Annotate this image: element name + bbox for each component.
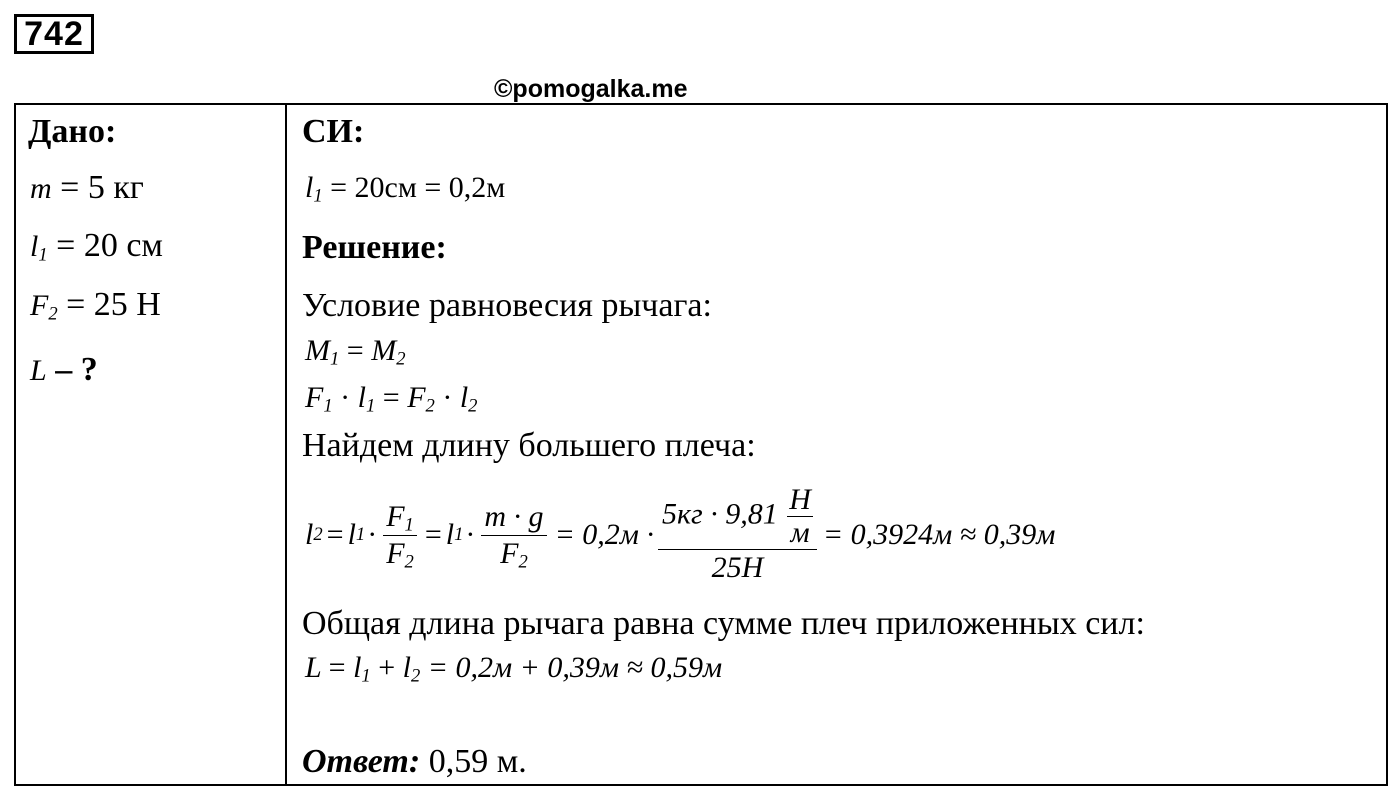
- si-conversion: $l_1 = 20см = 0,2м$: [305, 171, 506, 207]
- mass-value: = 5 кг: [60, 169, 144, 206]
- force-lever-equation: $F_1 \cdot l_1 = F_2 \cdot l_2$: [305, 381, 478, 417]
- total-text: Общая длина рычага равна сумме плеч приложенных сил:: [302, 605, 1145, 642]
- fraction-numeric: 5кг · 9,81 $\frac{Н}{м}$ 25Н: [658, 484, 817, 586]
- answer-line: [302, 742, 527, 782]
- length-value: = 20 см: [56, 227, 163, 264]
- si-header: СИ:: [302, 113, 365, 150]
- moment-equation: $M_1 = M_2$: [305, 334, 406, 370]
- answer-label: Ответ:: [302, 743, 421, 780]
- fraction-forces: $\frac{F_1}{F_2}$: [383, 499, 417, 572]
- unknown-value: – ?: [55, 351, 98, 388]
- find-text: Найдем длину большего плеча:: [302, 427, 756, 464]
- given-header: Дано:: [28, 113, 117, 150]
- watermark: ©pomogalka.me: [494, 75, 688, 103]
- force-symbol: $F_2$: [30, 289, 58, 325]
- length-symbol: $l_1$: [30, 230, 48, 266]
- answer-value: 0,59 м.: [428, 743, 527, 780]
- calculation-equation: l 2 = l 1 · $\frac{F_1}{F_2}$ = l 1 · $\frac{m \cdot g}{F_2}$ = 0,2м · 5кг · 9,81 $\frac{Н}{м}$ 25Н = 0,3924м ≈ 0,39м: [305, 483, 1056, 584]
- total-equation: $L = l_1 + l_2 = 0,2м + 0,39м \approx 0,59м$: [305, 651, 723, 687]
- given-mass: [30, 168, 144, 208]
- unknown-symbol: L: [30, 354, 47, 387]
- fraction-weight: $\frac{m \cdot g}{F_2}$: [481, 499, 546, 572]
- given-length: [30, 226, 163, 266]
- problem-number: 742: [14, 14, 94, 54]
- mass-symbol: m: [30, 172, 52, 205]
- given-unknown: [30, 350, 98, 390]
- unit-fraction: $\frac{Н}{м}$: [789, 483, 811, 549]
- condition-text: Условие равновесия рычага:: [302, 287, 712, 324]
- solution-header: Решение:: [302, 229, 447, 266]
- force-value: = 25 Н: [66, 286, 161, 323]
- given-force: [30, 285, 161, 325]
- column-divider: [285, 103, 287, 786]
